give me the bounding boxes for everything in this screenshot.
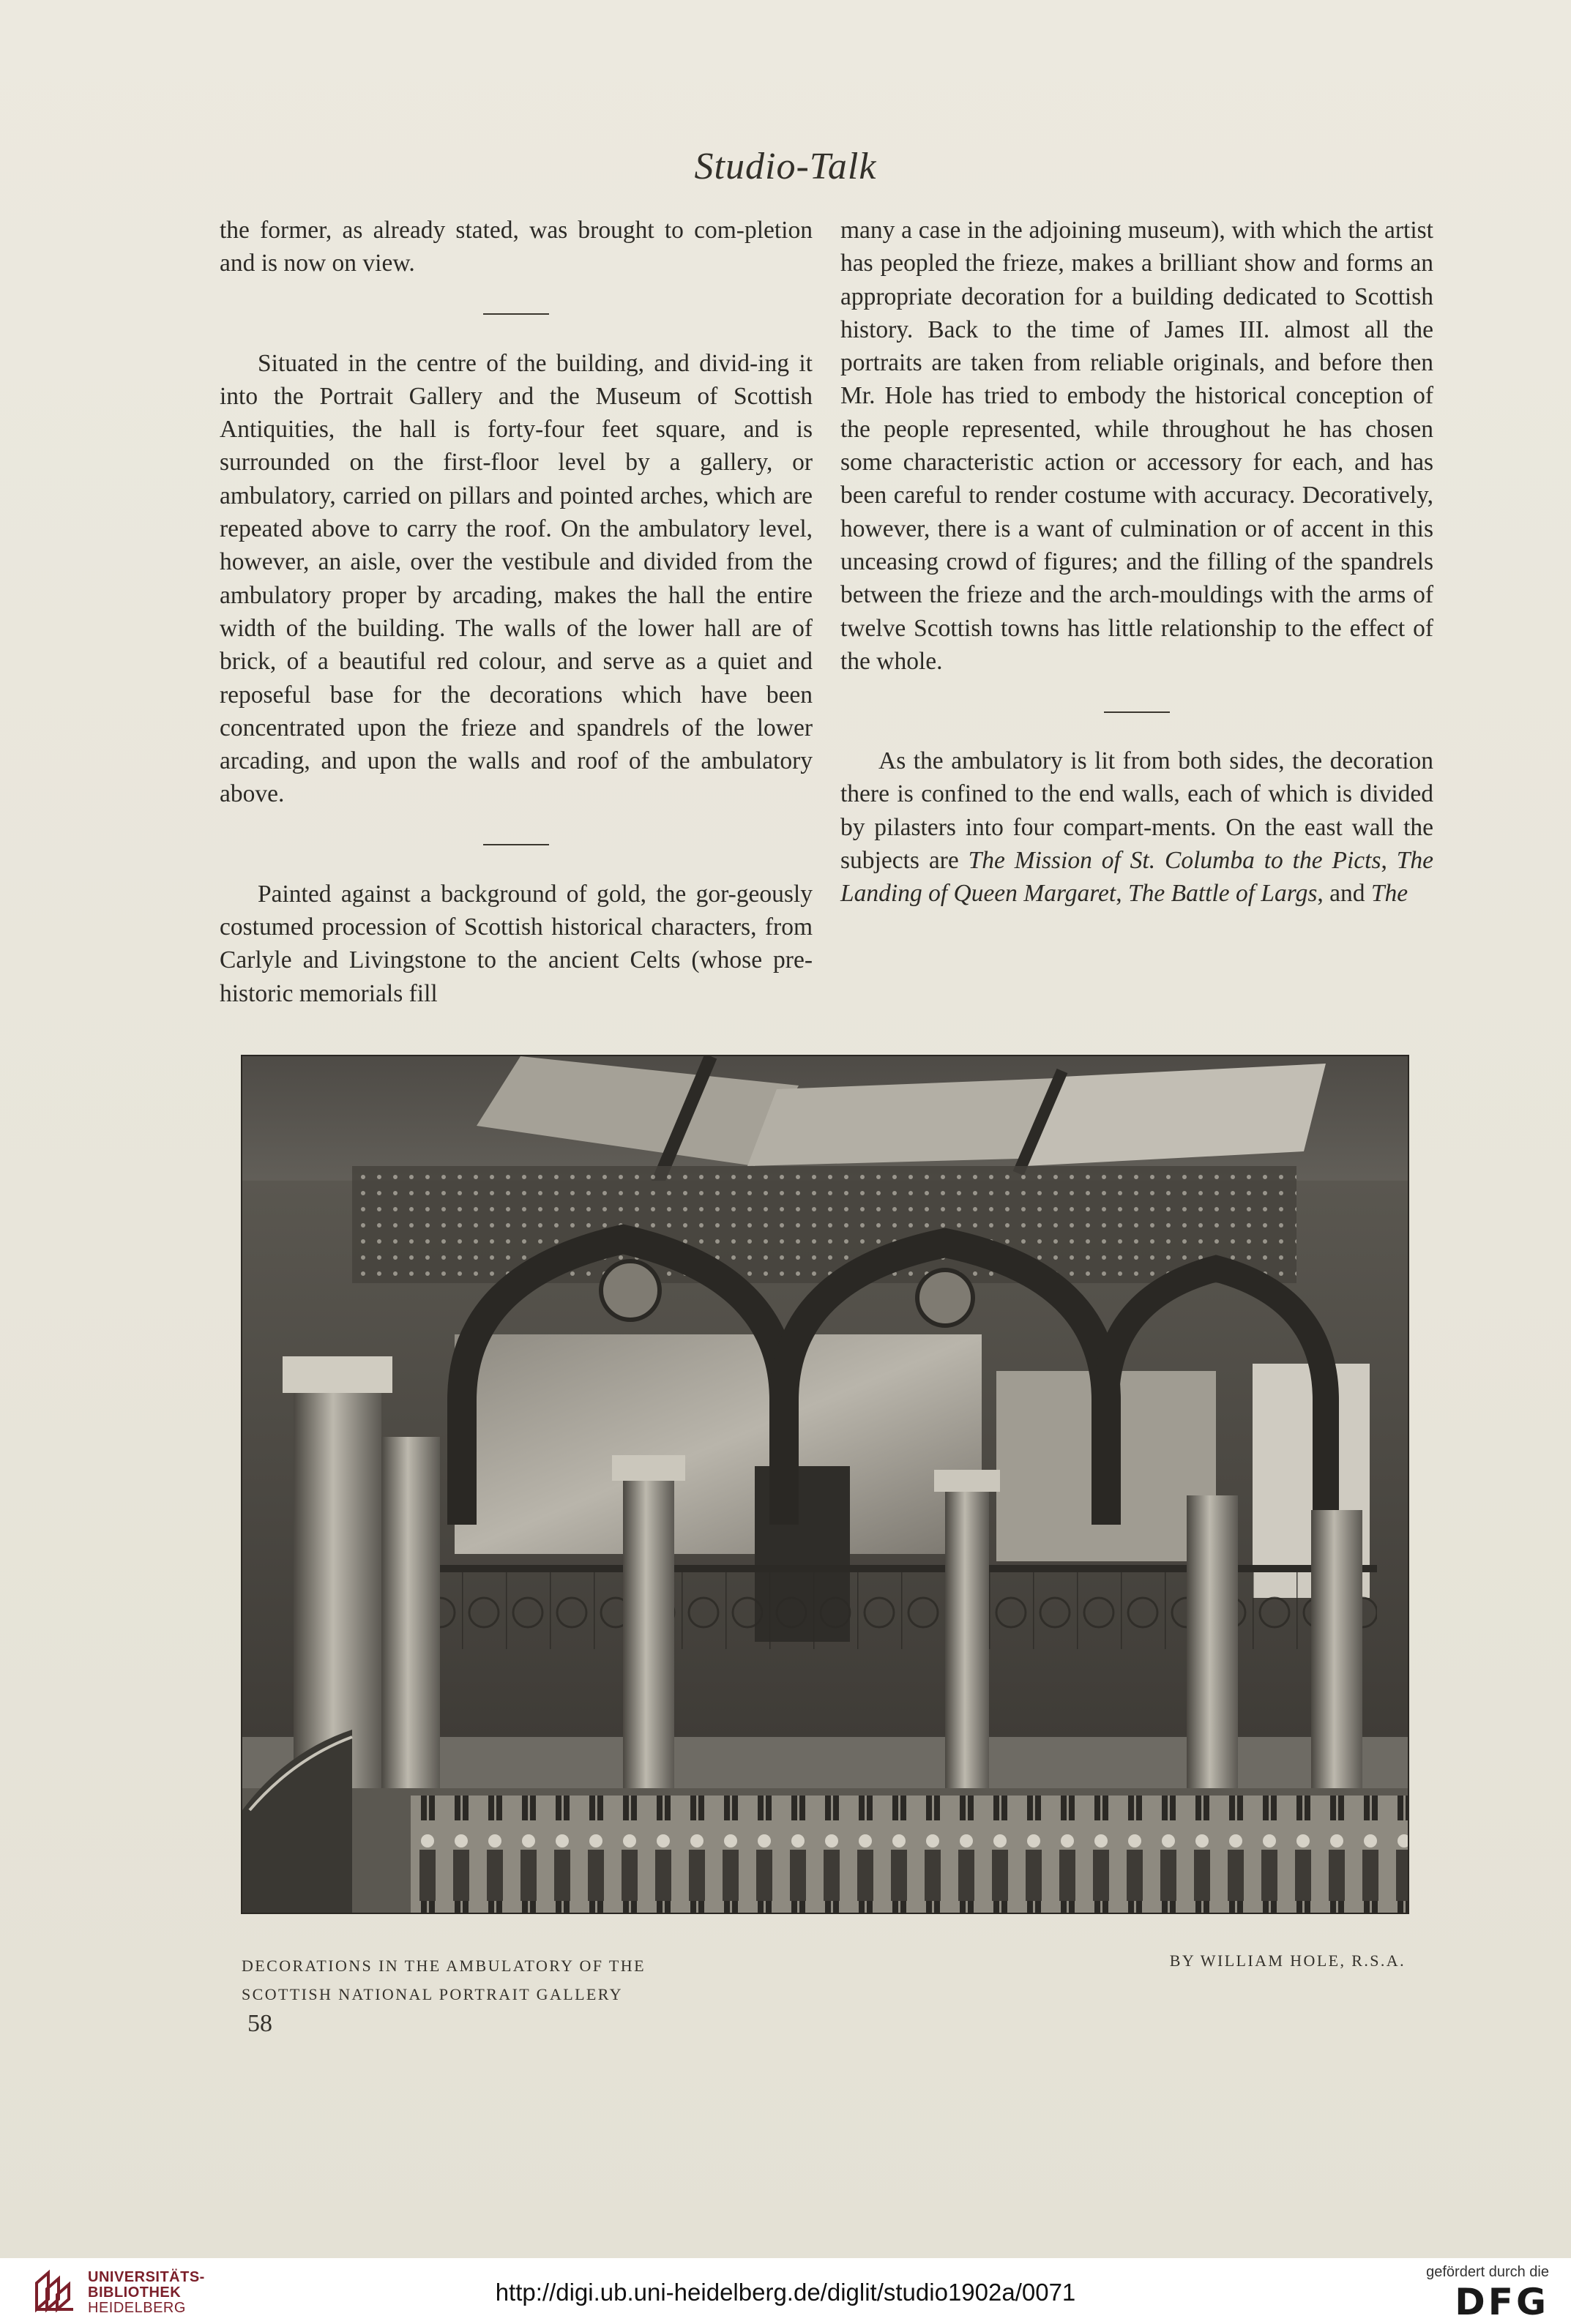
ambulatory-photograph (242, 1056, 1408, 1913)
library-name-line-3: HEIDELBERG (88, 2300, 186, 2316)
painting-title-columba: The Mission of St. Columba to the Picts (968, 847, 1381, 875)
section-divider (220, 280, 813, 347)
funding-label: gefördert durch die (1426, 2264, 1549, 2280)
painting-title-margaret: The Landing of Queen Margaret (840, 847, 1433, 908)
section-divider (220, 811, 813, 878)
dfg-logo: DFG (1455, 2281, 1549, 2323)
title-separator: , (1116, 880, 1128, 908)
left-paragraph-1: the former, as already stated, was brought to com-pletion and is now on view. (220, 217, 813, 277)
library-name-line-2: BIBLIOTHEK (88, 2284, 182, 2301)
right-column (840, 214, 1433, 911)
running-head: Studio-Talk (694, 146, 877, 187)
right-paragraph-2 (840, 744, 1433, 910)
left-column (220, 214, 813, 1010)
left-paragraph-2: Situated in the centre of the building, and divid-ing it into the Portrait Gallery and the Museum of Scottish Antiquities, the hall is forty-four feet square, and is surrounded on the first-floor level by a gallery, or ambulatory, carried on pillars and pointed arches, which are repeated above to carry the roof. On the ambulatory level, however, an aisle, over the vestibule and divided from the ambulatory proper by arcading, makes the hall the entire width of the building. The walls of the lower hall are of brick, of a beautiful red colour, and serve as a quiet and reposeful base for the decorations which have been concentrated upon the frieze and spandrels of the lower arcading, and upon the walls and roof of the ambulatory above. (220, 349, 813, 808)
library-name-line-1: UNIVERSITÄTS- (88, 2269, 205, 2285)
left-paragraph-3: Painted against a background of gold, the gor-geously costumed procession of Scottish historical characters, from Carlyle and Livingstone to the ancient Celts (whose pre-historic memorials fill (220, 880, 813, 1007)
painting-title-continued: The (1370, 880, 1408, 908)
section-divider (840, 678, 1433, 744)
source-url-link[interactable]: http://digi.ub.uni-heidelberg.de/diglit/studio1902a/0071 (495, 2279, 1076, 2306)
caption-line-1: DECORATIONS IN THE AMBULATORY OF THE (242, 1957, 646, 1975)
right-paragraph-1: many a case in the adjoining museum), with which the artist has peopled the frieze, makes a brilliant show and forms an appropriate decoration for a building dedicated to Scottish history. Back to the time of James III. almost all the portraits are taken from reliable originals, and before then Mr. Hole has tried to embody the historical conception of the people represented, while throughout he has chosen some characteristic action or accessory for each, and has been careful to render costume with accuracy. Decoratively, however, there is a want of culmination or of accent in this unceasing crowd of figures; and the filling of the spandrels between the frieze and the arch-mouldings with the arms of twelve Scottish towns has little relationship to the effect of the whole. (840, 217, 1433, 675)
figure-credit: BY WILLIAM HOLE, R.S.A. (1169, 1951, 1406, 1970)
figure-caption (242, 1951, 646, 2009)
caption-line-2: SCOTTISH NATIONAL PORTRAIT GALLERY (242, 1985, 623, 2003)
painting-title-largs: The Battle of Largs (1127, 880, 1318, 908)
page-number: 58 (247, 2010, 272, 2037)
right-paragraph-2-text: As the ambulatory is lit from both sides, the decoration there is confined to the end walls, each of which is divided by pilasters into four compart-ments. On the east wall the subjects are (840, 747, 1433, 875)
title-separator: , and (1317, 880, 1371, 908)
digitization-footer (0, 2258, 1571, 2324)
title-separator: , (1381, 847, 1397, 875)
